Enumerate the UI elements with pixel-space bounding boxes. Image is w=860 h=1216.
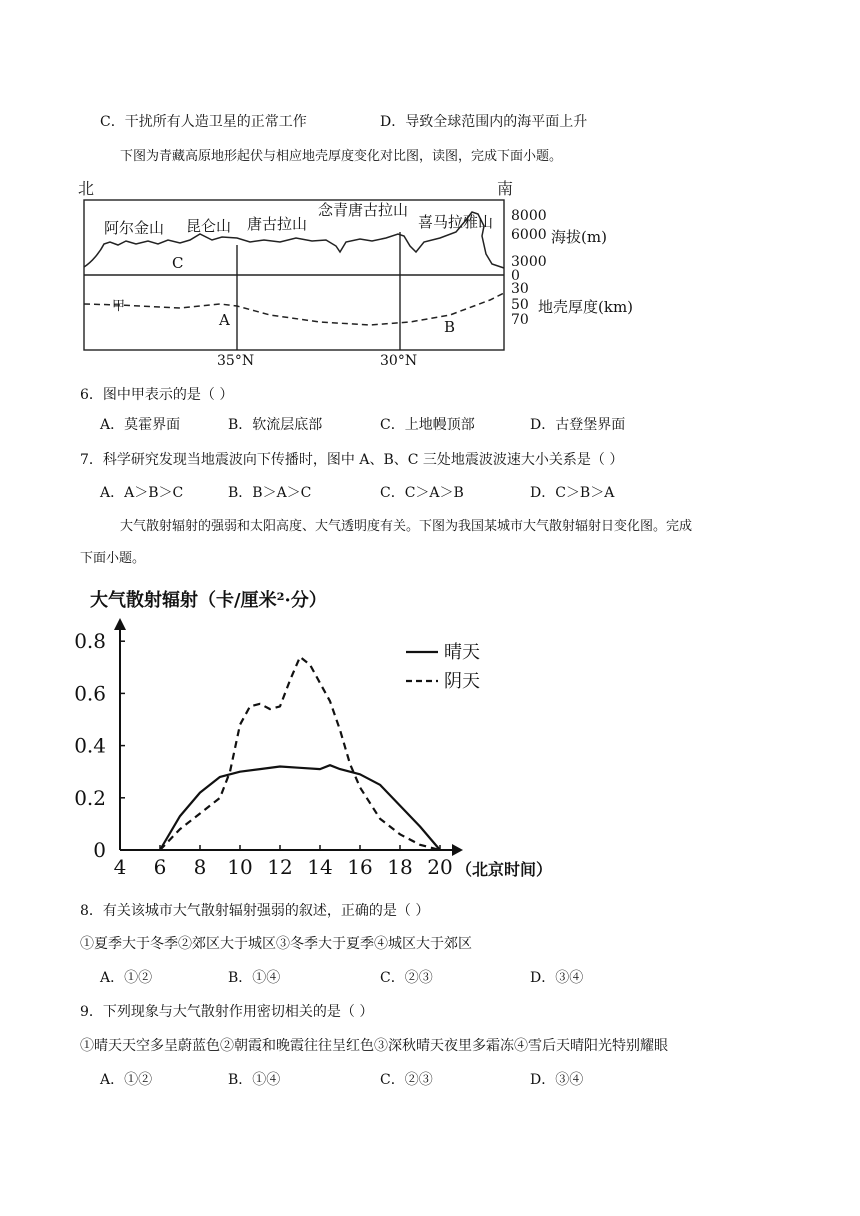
x-tick-label: 4: [113, 855, 127, 879]
lat35-label: 35°N: [217, 353, 255, 369]
mountain-kunlun: 昆仑山: [186, 217, 232, 235]
curve-jia-label: 甲: [112, 299, 126, 314]
region-c-label: C: [172, 254, 184, 272]
crust-axis-label: 地壳厚度(km): [538, 298, 634, 316]
y-axis-arrow: [114, 618, 126, 630]
legend-label-cloudy: 阴天: [444, 671, 480, 692]
elev-axis-label: 海拔(m): [551, 228, 607, 246]
q7-option-b: B．B＞A＞C: [228, 485, 312, 501]
q9-stem: 9．下列现象与大气散射作用密切相关的是（ ）: [80, 1004, 374, 1020]
q8-option-d: D．③④: [530, 970, 584, 986]
x-axis-arrow: [452, 844, 463, 856]
q9-option-a: A．①②: [100, 1072, 153, 1088]
elev-tick-0: 0: [511, 268, 520, 284]
q5-option-d: D．导致全球范围内的海平面上升: [380, 114, 588, 130]
q8-option-a: A．①②: [100, 970, 153, 986]
intro-chart-text-2: 下面小题。: [80, 551, 146, 566]
tibet-profile-diagram: [0, 172, 860, 372]
y-tick-label: 0.8: [74, 629, 106, 654]
mountain-nyainqentanglha: 念青唐古拉山: [318, 201, 409, 219]
elev-tick-8000: 8000: [511, 208, 547, 224]
y-tick-label: 0.6: [74, 681, 106, 706]
q8-stem: 8．有关该城市大气散射辐射强弱的叙述，正确的是（ ）: [80, 903, 430, 919]
chart-title: 大气散射辐射（卡/厘米²·分）: [90, 590, 327, 611]
mountain-himalaya: 喜马拉雅山: [418, 213, 494, 231]
q6-stem: 6．图中甲表示的是（ ）: [80, 387, 234, 403]
y-tick-label: 0.2: [74, 785, 106, 810]
y-tick-label: 0: [93, 838, 106, 862]
series-line-cloudy: [160, 657, 440, 850]
crust-tick-30: 30: [511, 281, 529, 297]
q9-statements: ①晴天天空多呈蔚蓝色②朝霞和晚霞往往呈红色③深秋晴天夜里多霜冻④雪后天晴阳光特别耀眼: [80, 1038, 668, 1054]
q9-option-b: B．①④: [228, 1072, 281, 1088]
crust-tick-70: 70: [511, 312, 529, 328]
elev-tick-6000: 6000: [511, 227, 547, 243]
elev-tick-3000: 3000: [511, 254, 547, 270]
q5-option-c: C．干扰所有人造卫星的正常工作: [100, 114, 307, 130]
x-tick-label: 16: [347, 855, 373, 879]
x-tick-label: 6: [153, 855, 167, 879]
x-tick-label: 10: [227, 855, 253, 879]
region-b-label: B: [444, 318, 456, 336]
q8-option-b: B．①④: [228, 970, 281, 986]
crust-tick-50: 50: [511, 297, 529, 313]
scattered-radiation-chart: [0, 584, 860, 884]
series-line-sunny: [160, 765, 440, 850]
q6-option-d: D．古登堡界面: [530, 417, 626, 433]
q7-option-d: D．C＞B＞A: [530, 485, 615, 501]
q8-option-c: C．②③: [380, 970, 433, 986]
q7-option-c: C．C＞A＞B: [380, 485, 464, 501]
moho-curve-jia: [84, 293, 504, 325]
q7-stem: 7．科学研究发现当地震波向下传播时，图中 A、B、C 三处地震波波速大小关系是（ ）: [80, 452, 624, 468]
lat30-label: 30°N: [380, 353, 418, 369]
y-tick-label: 0.4: [74, 733, 106, 758]
x-tick-label: 12: [267, 855, 293, 879]
legend-label-sunny: 晴天: [444, 642, 480, 663]
intro-profile-text: 下图为青藏高原地形起伏与相应地壳厚度变化对比图，读图，完成下面小题。: [120, 149, 563, 164]
x-axis-label: （北京时间）: [456, 860, 553, 879]
q9-option-d: D．③④: [530, 1072, 584, 1088]
mountain-aerjin: 阿尔金山: [104, 219, 165, 237]
q9-option-c: C．②③: [380, 1072, 433, 1088]
q7-option-a: A．A＞B＞C: [100, 485, 184, 501]
intro-chart-text-1: 大气散射辐射的强弱和太阳高度、大气透明度有关。下图为我国某城市大气散射辐射日变化图。完成: [120, 519, 693, 534]
south-label: 南: [497, 179, 514, 198]
x-tick-label: 20: [427, 855, 453, 879]
x-tick-label: 14: [307, 855, 333, 879]
x-tick-label: 18: [387, 855, 413, 879]
mountain-tanggula: 唐古拉山: [247, 215, 308, 233]
q8-statements: ①夏季大于冬季②郊区大于城区③冬季大于夏季④城区大于郊区: [80, 936, 472, 952]
q6-option-c: C．上地幔顶部: [380, 417, 475, 433]
q6-option-b: B．软流层底部: [228, 417, 323, 433]
north-label: 北: [78, 179, 95, 198]
x-tick-label: 8: [193, 855, 207, 879]
region-a-label: A: [219, 311, 230, 329]
q6-option-a: A．莫霍界面: [100, 417, 181, 433]
